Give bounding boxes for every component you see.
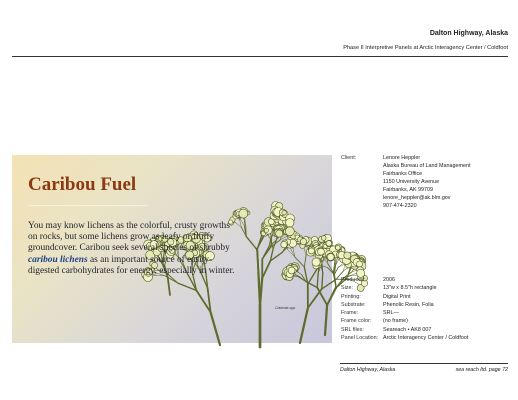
client-line: Lenore Heppler [383, 155, 421, 161]
spec-label: Size: [341, 285, 353, 292]
spec-value: SRL— [383, 310, 399, 317]
spec-label: Frame color: [341, 318, 372, 325]
spec-label: SRL files: [341, 326, 364, 333]
client-line: 1150 University Avenue [383, 179, 440, 185]
client-info [341, 154, 471, 210]
illustration-credit: Cladonia spp. [275, 306, 296, 310]
spec-label: Produced: [341, 277, 366, 283]
footer-right: sea reach ltd. page 72 [455, 367, 508, 373]
spec-label: Panel Location: [341, 335, 379, 342]
spec-value: 13"w x 8.5"h rectangle [383, 285, 437, 292]
spec-label: Frame: [341, 310, 359, 317]
spec-value: 2006 [383, 277, 395, 283]
spec-label: Printing: [341, 293, 361, 300]
body-text-part-1: You may know lichens as the colorful, crusty growths on rocks, but some lichens grow as leafy or fluffy groundcover. Caribou seek several species of shrubby [28, 221, 230, 254]
spec-value: Seareach • AK8 007 [383, 326, 432, 333]
body-text-part-2: as an important source of easily-digested carbohydrates for energy, especially in winter. [28, 254, 235, 276]
client-line: 907-474-2320 [383, 203, 417, 209]
spec-row [341, 301, 468, 309]
spec-row [341, 334, 468, 342]
spec-row [341, 326, 468, 334]
panel-body-text [28, 221, 238, 277]
footer-left: Dalton Highway, Alaska [340, 367, 396, 373]
spec-row [341, 293, 468, 301]
spec-value: (no frame) [383, 318, 408, 325]
spec-label: Substrate: [341, 301, 366, 308]
spec-value: Arctic Interagency Center / Coldfoot [383, 335, 469, 342]
document-subtitle: Phase II Interpretive Panels at Arctic Interagency Center / Coldfoot [343, 45, 508, 51]
client-line: Alaska Bureau of Land Management [383, 163, 471, 169]
title-divider [28, 205, 148, 206]
spec-row [341, 276, 468, 284]
client-line: lenore_heppler@ak.blm.gov [383, 195, 451, 201]
client-line: Fairbanks Office [383, 171, 423, 177]
client-line: Fairbanks, AK 99709 [383, 187, 434, 193]
spec-row [341, 309, 468, 317]
footer-rule [340, 363, 508, 364]
header-rule [12, 56, 508, 57]
production-specs [341, 276, 468, 342]
spec-value: Digital Print [383, 293, 411, 300]
spec-row [341, 284, 468, 292]
body-highlight: caribou lichens [28, 254, 88, 265]
document-title: Dalton Highway, Alaska [429, 30, 508, 37]
spec-value: Phenolic Resin, Folia [383, 301, 434, 308]
spec-row [341, 317, 468, 325]
client-label: Client: [341, 155, 357, 161]
panel-title: Caribou Fuel [28, 174, 137, 195]
